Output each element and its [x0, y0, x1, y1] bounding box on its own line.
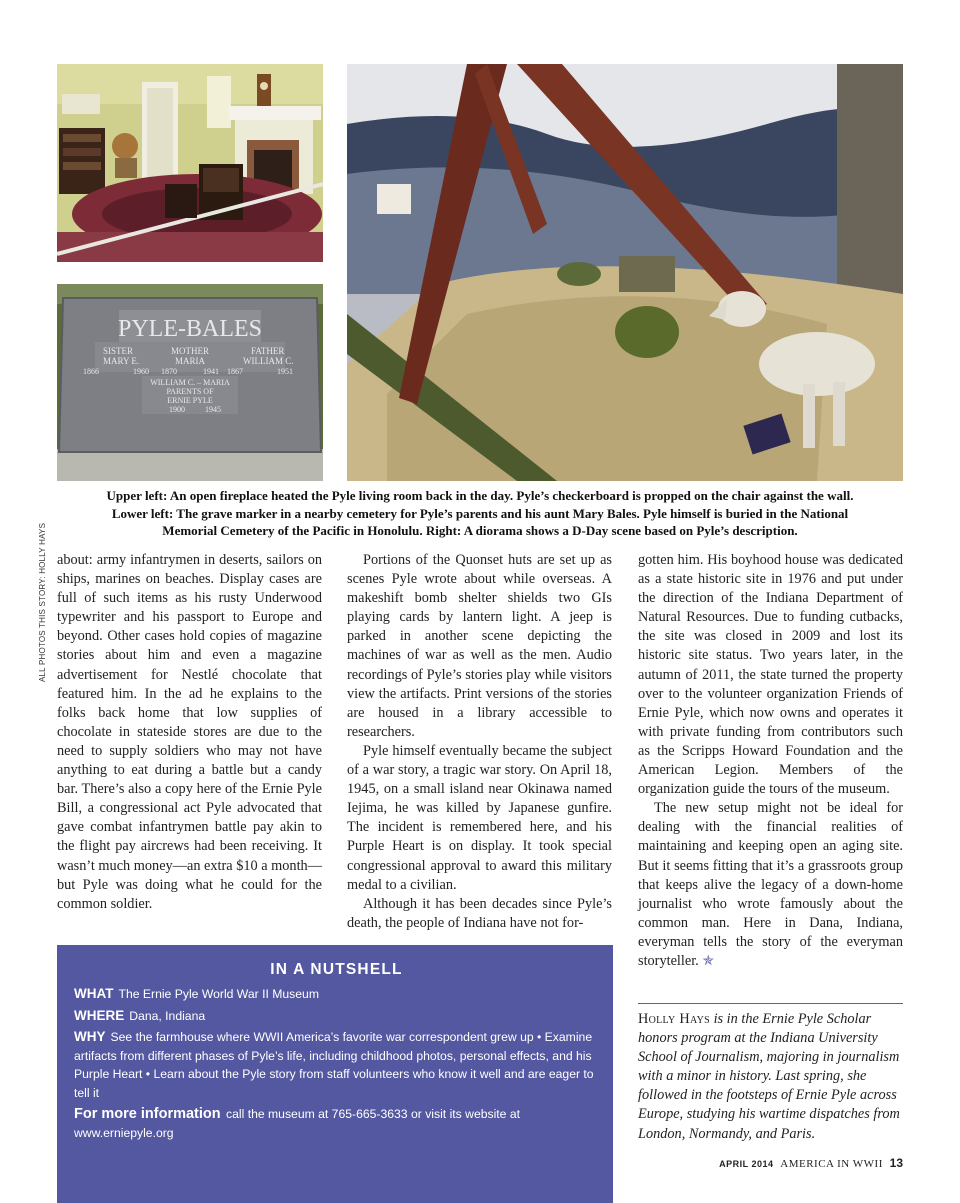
nutshell-why-value: See the farmhouse where WWII America’s favorite war correspondent grew up • Examine artifacts from different phases of Pyle’s life, including childhood photos, personal effects, and his Purple Heart • Learn about the Pyle story from staff volunteers who know it well and are eager to tell it [74, 1030, 594, 1100]
article-paragraph: Pyle himself eventually became the subject of a war story, a tragic war story. On April 18, 1945, on a small island near Okinawa named Iejima, he was killed by Japanese gunfire. The incident is remembered here, and his Purple Heart is on display. It took special congressional approval to award this military medal to a civilian. [347, 742, 612, 893]
article-paragraph: gotten him. His boyhood house was dedicated as a state historic site in 1976 and put under the direction of the Indiana Department of Natural Resources. Due to funding cutbacks, the site was closed in 2009 and lost its historic site status. Two years later, in the autumn of 2011, the state turned the property over to the volunteer organization Friends of Ernie Pyle, which now owns and operates it with private funding from contributors such as the Scripps Howard Foundation and the American Legion. Members of the organization guide the tours of the museum. [638, 552, 903, 798]
grave-father-birth: 1867 [227, 367, 243, 376]
grave-father-death: 1951 [277, 367, 293, 376]
grave-son-birth: 1900 [169, 405, 185, 414]
grave-parents-names: WILLIAM C. – MARIA [150, 378, 230, 387]
grave-mother-birth: 1870 [161, 367, 177, 376]
grave-sister-role: SISTER [103, 346, 134, 356]
grave-sister-name: MARY E. [103, 356, 140, 366]
fireplace-room-photo [57, 64, 323, 262]
caption-line-3: Memorial Cemetery of the Pacific in Honolulu. Right: A diorama shows a D-Day scene based on Pyle’s description. [162, 523, 798, 538]
grave-sister-birth: 1866 [83, 367, 99, 376]
grave-father-role: FATHER [251, 346, 285, 356]
grave-son-name: ERNIE PYLE [167, 396, 213, 405]
article-paragraph: Although it has been decades since Pyle’s death, the people of Indiana have not for- [347, 895, 612, 931]
nutshell-more-info [74, 1105, 599, 1142]
author-name: Holly Hays [638, 1011, 710, 1027]
nutshell-where-label: WHERE [74, 1007, 125, 1023]
grave-son-death: 1945 [205, 405, 221, 414]
nutshell-where-value: Dana, Indiana [129, 1008, 206, 1023]
photo-credit [38, 482, 52, 682]
article-column-2 [347, 551, 612, 933]
article-column-3 [638, 551, 903, 971]
dday-diorama-photo [347, 64, 903, 481]
grave-mother-role: MOTHER [171, 346, 209, 356]
footer-date: APRIL 2014 [719, 1159, 774, 1169]
author-bio-text: is in the Ernie Pyle Scholar honors program at the Indiana University School of Journalism, majoring in journalism with a minor in history. Last spring, she followed in the footsteps of Ernie Pyle across Europe, studying his wartime dispatches from London, Normandy, and Paris. [638, 1011, 900, 1142]
nutshell-more-label: For more information [74, 1106, 221, 1122]
grave-sister-death: 1960 [133, 367, 149, 376]
nutshell-why-label: WHY [74, 1029, 106, 1044]
photo-credit-text: ALL PHOTOS THIS STORY: HOLLY HAYS [38, 522, 47, 682]
nutshell-what-value: The Ernie Pyle World War II Museum [118, 987, 319, 1001]
article-paragraph: about: army infantrymen in deserts, sailors on ships, marines on beaches. Display cases are full of such items as his rusty Underwood typewriter and his passport to Europe and beyond. Other cases hold copies of magazine stories about him and even a magazine advertisement for Nestlé chocolate that featured him. In the ad he explains to the folks back home that low supplies of chocolate in stateside stores are due to the need to supply soldiers who may not have anything to eat during a battle but a candy bar. There’s also a copy here of the Ernie Pyle Bill, a congressional act Pyle advocated that gave combat infantrymen battle pay akin to the flight pay aircrews had been receiving. It wasn’t much money—an extra $10 a month—but Pyle was doing what he could for the common soldier. [57, 552, 322, 912]
end-star-icon: ✯ [702, 953, 715, 969]
article-paragraph: The new setup might not be ideal for dealing with the financial realities of maintaining and keeping open an aging site. But it seems fitting that it’s a grassroots group that keeps alive the legacy of a down-home journalist who wrote famously about the common man. Here in Dana, Indiana, everyman tells the story of the everyman storyteller. [638, 800, 903, 969]
grave-parents-line: PARENTS OF [166, 387, 214, 396]
page-number: 13 [889, 1156, 903, 1170]
grave-mother-name: MARIA [174, 356, 206, 366]
page-footer [719, 1156, 903, 1170]
grave-mother-death: 1941 [203, 367, 219, 376]
grave-father-name: WILLIAM C. [243, 356, 294, 366]
nutshell-what [74, 985, 599, 1004]
article-column-1 [57, 551, 322, 914]
nutshell-where [74, 1007, 599, 1026]
grave-marker-photo [57, 284, 323, 481]
nutshell-what-label: WHAT [74, 986, 114, 1001]
nutshell-box [57, 945, 613, 1203]
footer-magazine: AMERICA IN WWII [780, 1158, 883, 1170]
author-bio [638, 1003, 903, 1144]
article-paragraph: Portions of the Quonset huts are set up as scenes Pyle wrote about while overseas. A makeshift bomb shelter shields two GIs playing cards by lantern light. A jeep is parked in another scene depicting the machines of war as well as the men. Audio recordings of Pyle’s stories play while visitors view the artifacts. Print versions of the stories are housed in a library accessible to researchers. [347, 552, 612, 740]
caption-line-2: Lower left: The grave marker in a nearby cemetery for Pyle’s parents and his aunt Mary Bales. Pyle himself is buried in the National [111, 505, 849, 521]
caption-line-1: Upper left: An open fireplace heated the Pyle living room back in the day. Pyle’s checkerboard is propped on the chair against the wall. [106, 488, 854, 503]
grave-family-name: PYLE-BALES [118, 316, 262, 342]
photo-caption [70, 487, 890, 540]
nutshell-why [74, 1028, 599, 1102]
nutshell-title: IN A NUTSHELL [270, 961, 403, 978]
nutshell-more-value: call the museum at 765-665-3633 or visit its website at www.erniepyle.org [74, 1107, 521, 1140]
